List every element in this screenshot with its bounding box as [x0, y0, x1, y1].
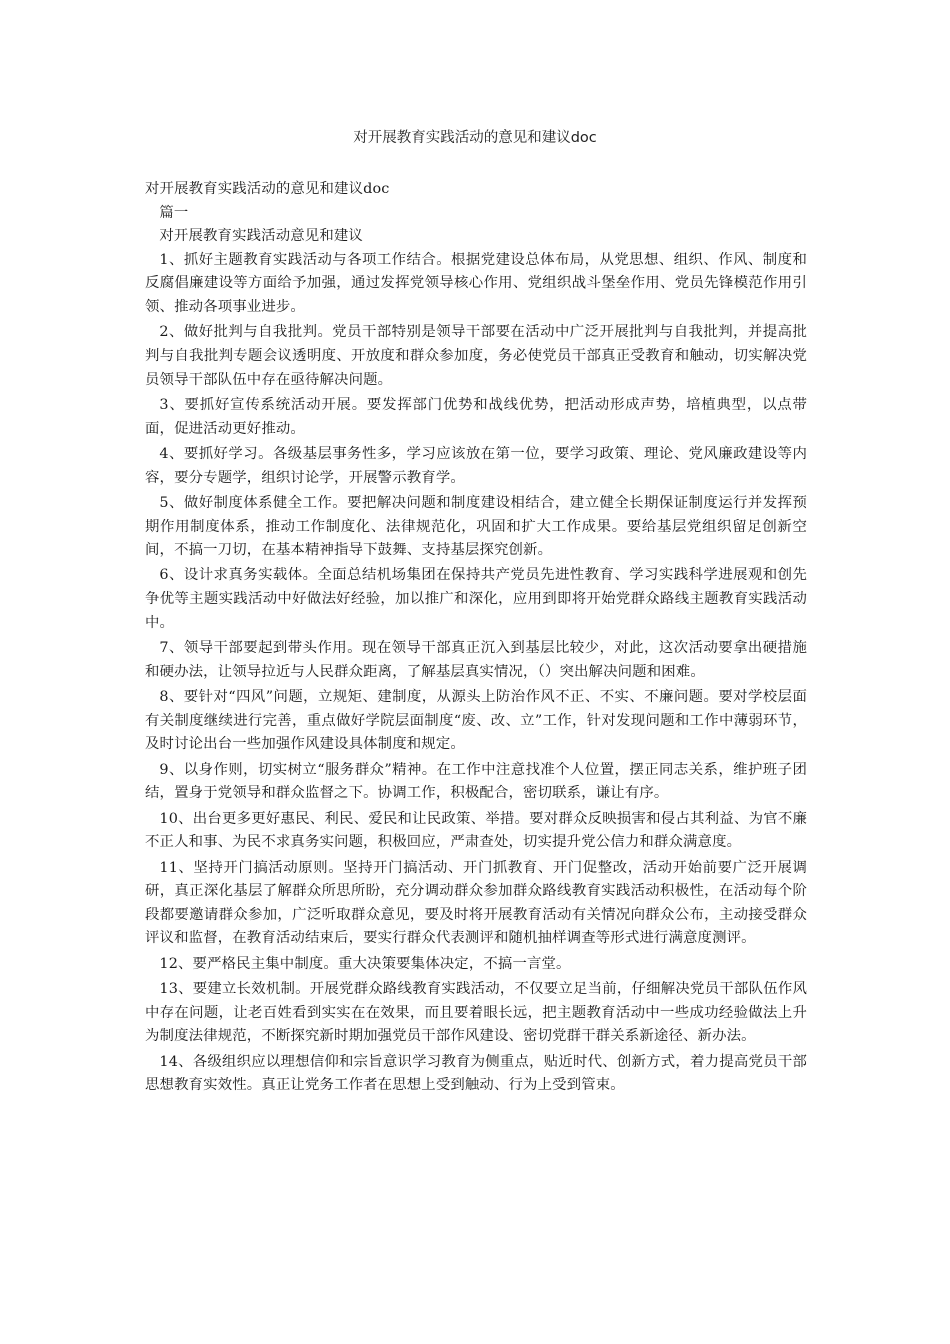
list-item-6: 6、设计求真务实载体。全面总结机场集团在保持共产党员先进性教育、学习实践科学进展观和创先争优等主题实践活动中好做法好经验，加以推广和深化，应用到即将开始党群众路线主题教育实践活动中。 — [145, 567, 807, 631]
list-item-2: 2、做好批判与自我批判。党员干部特别是领导干部要在活动中广泛开展批判与自我批判，并提高批判与自我批判专题会议透明度、开放度和群众参加度，务必使党员干部真正受教育和触动，切实解决党员领导干部队伍中存在亟待解决问题。 — [145, 324, 807, 388]
list-item-8: 8、要针对“四风”问题，立规矩、建制度，从源头上防治作风不正、不实、不廉问题。要对学校层面有关制度继续进行完善，重点做好学院层面制度“废、改、立”工作，针对发现问题和工作中薄弱环节，及时讨论出台一些加强作风建设具体制度和规定。 — [145, 689, 807, 753]
list-item-13: 13、要建立长效机制。开展党群众路线教育实践活动，不仅要立足当前，仔细解决党员干部队伍作风中存在问题，让老百姓看到实实在在效果，而且要着眼长远，把主题教育活动中一些成功经验做法上升为制度法律规范，不断探究新时期加强党员干部作风建设、密切党群干群关系新途径、新办法。 — [145, 981, 807, 1045]
document-subtitle: 对开展教育实践活动意见和建议 — [159, 228, 363, 245]
page-header: 对开展教育实践活动的意见和建议doc — [353, 130, 597, 146]
list-item-4: 4、要抓好学习。各级基层事务性多，学习应该放在第一位，要学习政策、理论、党风廉政建设等内容，要分专题学，组织讨论学，开展警示教育学。 — [145, 445, 807, 486]
list-item-9: 9、以身作则，切实树立“服务群众”精神。在工作中注意找准个人位置，摆正同志关系，维护班子团结，置身于党领导和群众监督之下。协调工作，积极配合，密切联系，谦让有序。 — [145, 761, 807, 802]
list-item-11: 11、坚持开门搞活动原则。坚持开门搞活动、开门抓教育、开门促整改，活动开始前要广泛开展调研，真正深化基层了解群众所思所盼，充分调动群众参加群众路线教育实践活动积极性，在活动每个阶段都要邀请群众参加，广泛听取群众意见，要及时将开展教育活动有关情况向群众公布，主动接受群众评议和监督，在教育活动结束后，要实行群众代表测评和随机抽样调查等形式进行满意度测评。 — [145, 859, 807, 947]
list-item-3: 3、要抓好宣传系统活动开展。要发挥部门优势和战线优势，把活动形成声势，培植典型，以点带面，促进活动更好推动。 — [145, 396, 807, 437]
list-item-10: 10、出台更多更好惠民、利民、爱民和让民政策、举措。要对群众反映损害和侵占其利益、为官不廉不正人和事、为民不求真务实问题，积极回应，严肃查处，切实提升党公信力和群众满意度。 — [145, 810, 807, 851]
list-item-1: 1、抓好主题教育实践活动与各项工作结合。根据党建设总体布局，从党思想、组织、作风、制度和反腐倡廉建设等方面给予加强，通过发挥党领导核心作用、党组织战斗堡垒作用、党员先锋模范作用引领、推动各项事业进步。 — [145, 251, 807, 315]
list-item-14: 14、各级组织应以理想信仰和宗旨意识学习教育为侧重点，贴近时代、创新方式，着力提高党员干部思想教育实效性。真正让党务工作者在思想上受到触动、行为上受到管束。 — [145, 1053, 807, 1094]
list-item-7: 7、领导干部要起到带头作用。现在领导干部真正沉入到基层比较少，对此，这次活动要拿出硬措施和硬办法，让领导拉近与人民群众距离，了解基层真实情况，（）突出解决问题和困难。 — [145, 640, 807, 680]
document-title: 对开展教育实践活动的意见和建议doc — [145, 181, 390, 197]
list-item-12: 12、要严格民主集中制度。重大决策要集体决定，不搞一言堂。 — [159, 955, 571, 972]
section-label: 篇一 — [159, 204, 189, 221]
document-body — [145, 178, 807, 1098]
list-item-5: 5、做好制度体系健全工作。要把解决问题和制度建设相结合，建立健全长期保证制度运行并发挥预期作用制度体系，推动工作制度化、法律规范化，巩固和扩大工作成果。要给基层党组织留足创新空间，不搞一刀切，在基本精神指导下鼓舞、支持基层探究创新。 — [145, 494, 807, 559]
